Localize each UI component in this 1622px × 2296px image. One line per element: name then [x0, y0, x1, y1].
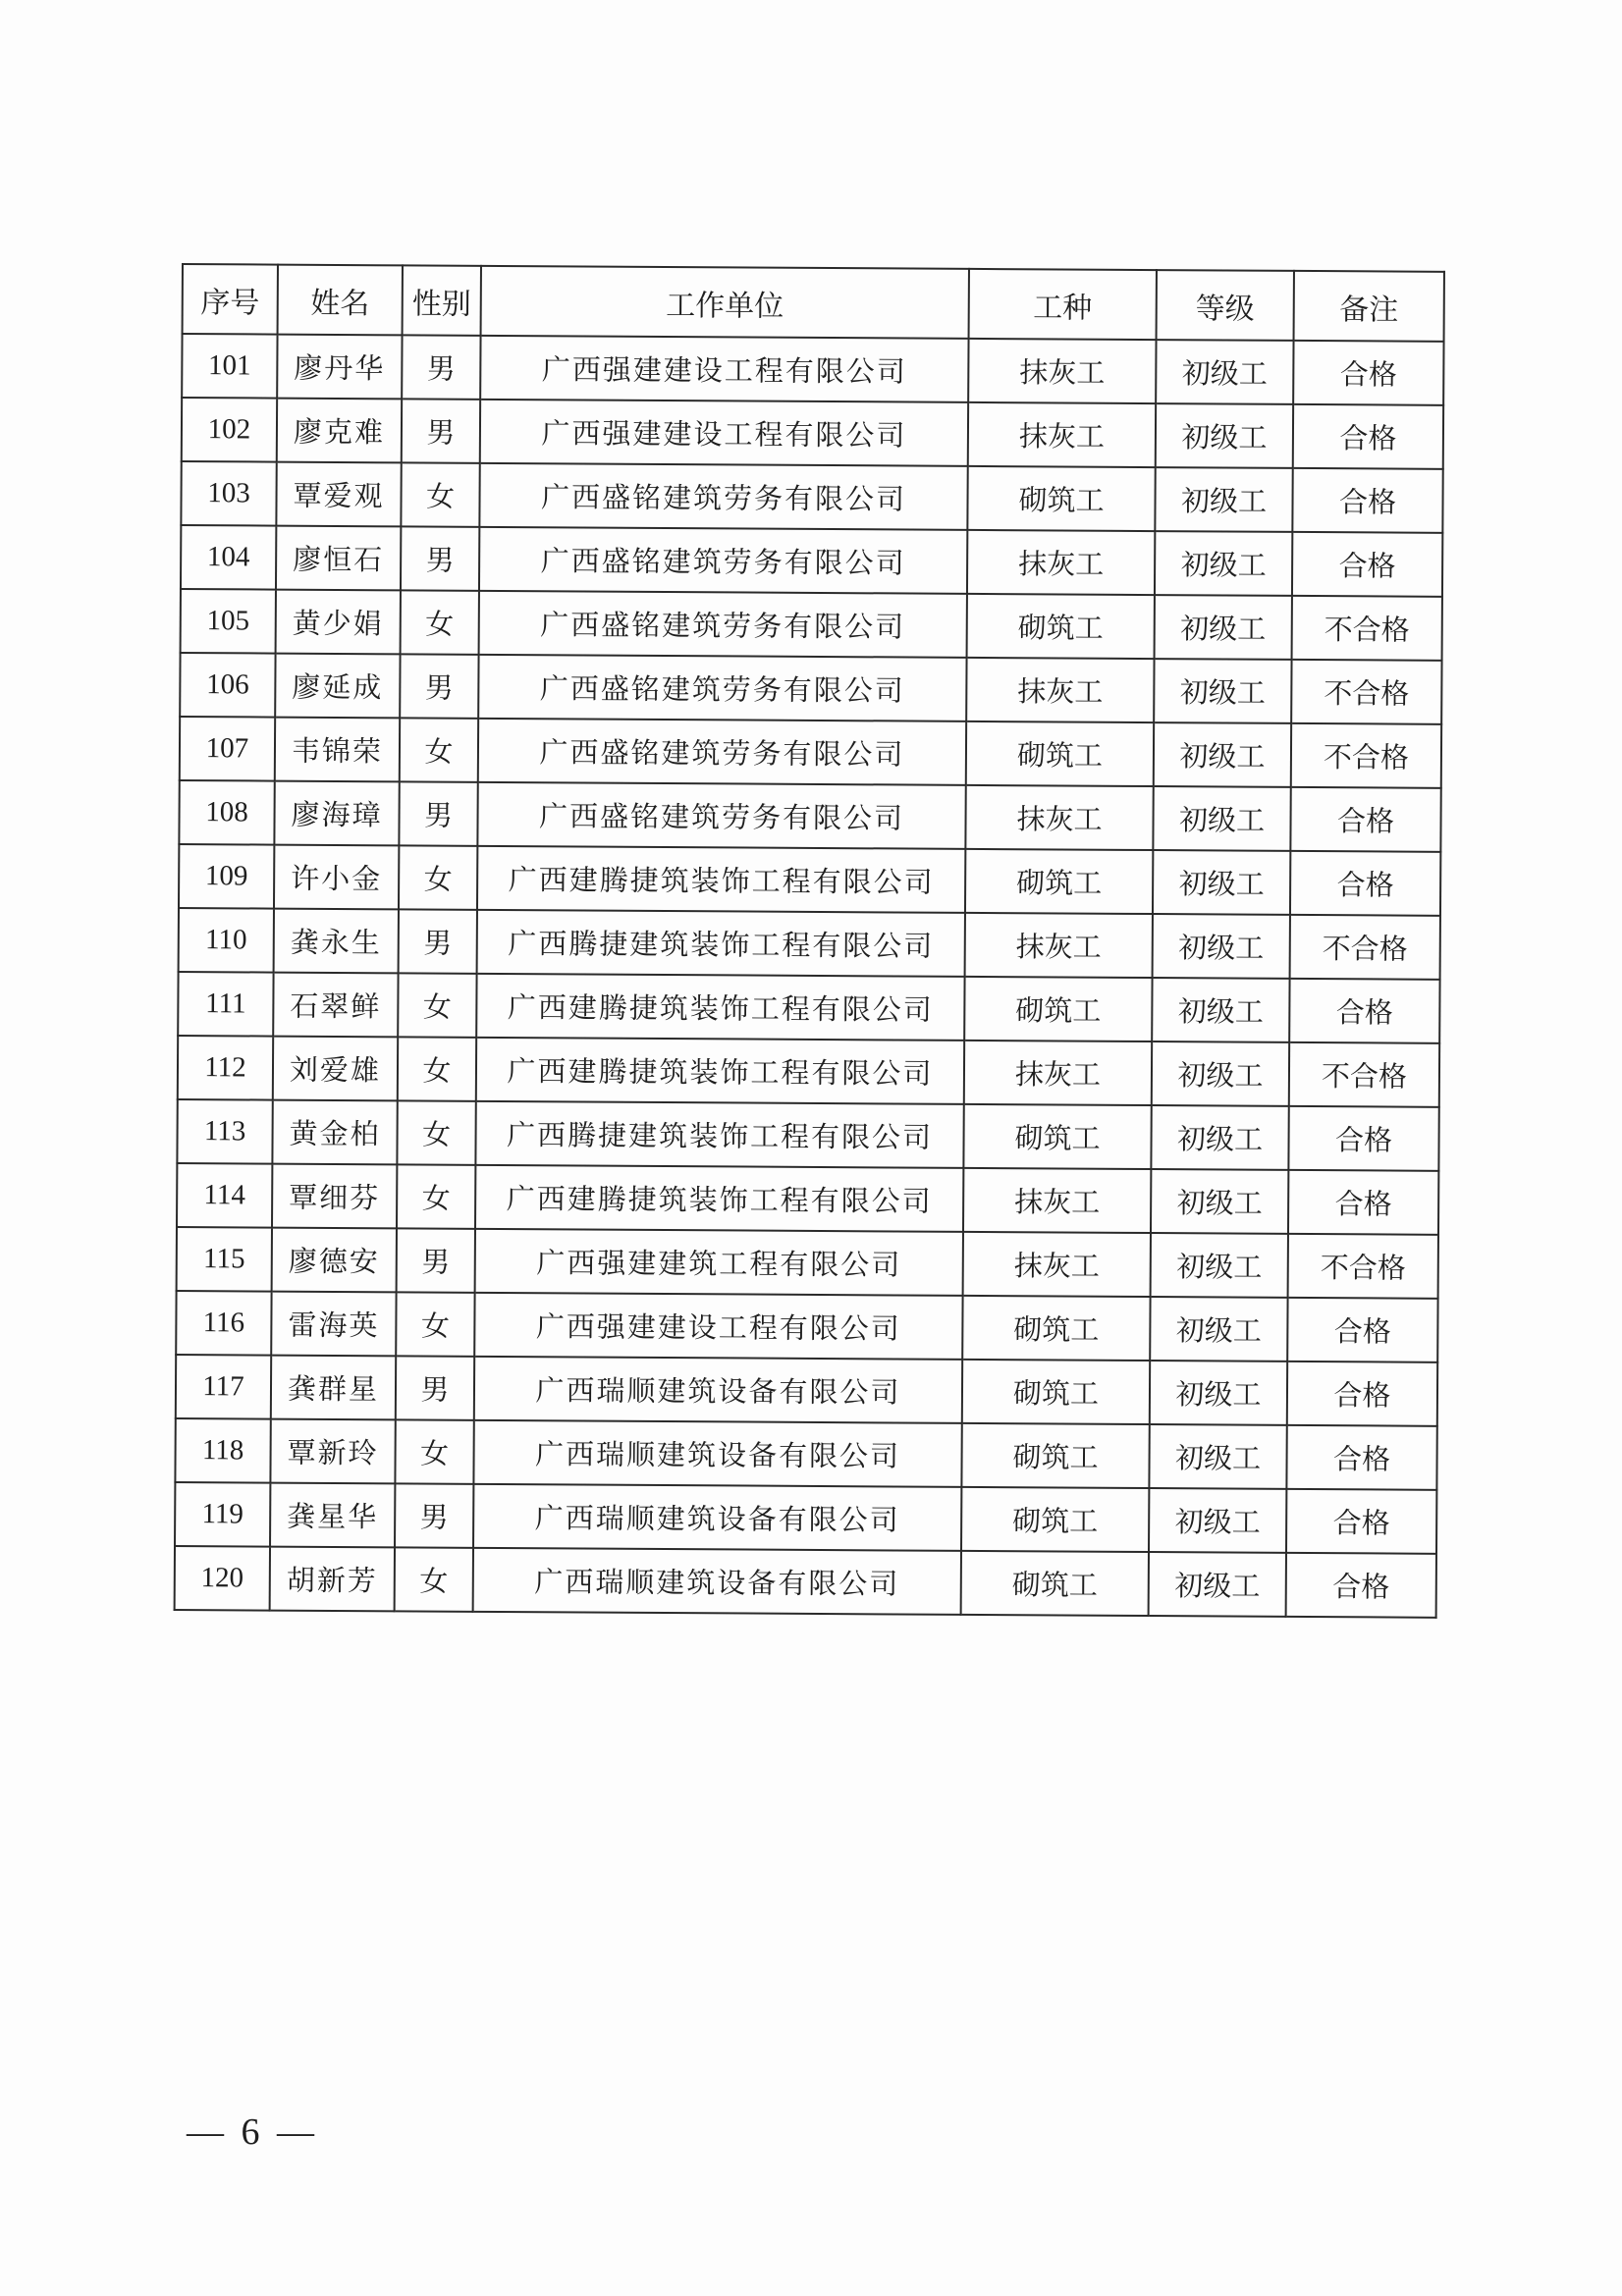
- cell-name: 廖克难: [277, 399, 402, 463]
- header-row: [183, 264, 1444, 342]
- table-row: [180, 653, 1441, 724]
- cell-level: 初级工: [1151, 1169, 1288, 1234]
- table-row: [178, 972, 1439, 1043]
- cell-trade: 抹灰工: [963, 1168, 1151, 1233]
- cell-trade: 抹灰工: [963, 1232, 1151, 1297]
- cell-remark: 合格: [1292, 468, 1442, 533]
- cell-no: 106: [180, 653, 275, 718]
- cell-gender: 男: [396, 1356, 474, 1419]
- cell-level: 初级工: [1153, 850, 1290, 915]
- cell-no: 118: [175, 1418, 270, 1483]
- cell-name: 龚群星: [271, 1356, 396, 1420]
- table-row: [175, 1482, 1436, 1554]
- cell-remark: 合格: [1292, 532, 1442, 597]
- table-body: [175, 334, 1444, 1618]
- cell-trade: 砌筑工: [966, 721, 1154, 786]
- table-row: [179, 908, 1440, 980]
- cell-company: 广西建腾捷筑装饰工程有限公司: [475, 1165, 963, 1232]
- cell-name: 韦锦荣: [275, 718, 400, 782]
- cell-company: 广西瑞顺建筑设备有限公司: [473, 1548, 961, 1615]
- cell-no: 109: [179, 844, 274, 909]
- cell-remark: 合格: [1290, 851, 1440, 916]
- cell-trade: 砌筑工: [967, 466, 1155, 531]
- cell-trade: 抹灰工: [965, 913, 1153, 978]
- cell-remark: 合格: [1290, 787, 1440, 852]
- header-cell-no: 序号: [183, 264, 278, 335]
- cell-gender: 女: [395, 1547, 473, 1611]
- cell-remark: 合格: [1287, 1362, 1437, 1426]
- cell-level: 初级工: [1153, 786, 1290, 851]
- cell-gender: 女: [400, 718, 478, 781]
- cell-name: 刘爱雄: [273, 1037, 398, 1101]
- table-row: [176, 1291, 1437, 1362]
- table-row: [176, 1355, 1437, 1426]
- cell-company: 广西强建建设工程有限公司: [480, 400, 968, 466]
- cell-level: 初级工: [1151, 1105, 1288, 1170]
- cell-gender: 女: [397, 1164, 475, 1228]
- cell-company: 广西建腾捷筑装饰工程有限公司: [476, 1038, 964, 1104]
- header-cell-gender: 性别: [403, 265, 481, 335]
- cell-name: 覃爱观: [276, 462, 401, 527]
- cell-remark: 合格: [1286, 1489, 1436, 1554]
- cell-name: 覃新玲: [270, 1419, 395, 1484]
- table-row: [180, 717, 1441, 788]
- cell-level: 初级工: [1149, 1424, 1286, 1489]
- cell-trade: 抹灰工: [968, 339, 1156, 403]
- cell-no: 117: [176, 1355, 271, 1419]
- cell-level: 初级工: [1154, 659, 1291, 723]
- header-cell-remark: 备注: [1294, 271, 1444, 342]
- cell-company: 广西强建建设工程有限公司: [480, 336, 968, 402]
- cell-name: 雷海英: [271, 1292, 396, 1357]
- cell-level: 初级工: [1156, 340, 1293, 404]
- cell-remark: 合格: [1293, 341, 1443, 405]
- cell-company: 广西腾捷建筑装饰工程有限公司: [477, 910, 965, 977]
- cell-trade: 砌筑工: [967, 594, 1155, 659]
- cell-remark: 合格: [1288, 1106, 1438, 1171]
- cell-company: 广西盛铭建筑劳务有限公司: [479, 463, 967, 530]
- cell-trade: 抹灰工: [967, 530, 1155, 595]
- table-row: [177, 1227, 1438, 1299]
- cell-name: 黄少娟: [276, 590, 401, 655]
- cell-no: 107: [180, 717, 275, 781]
- cell-trade: 砌筑工: [961, 1551, 1149, 1616]
- cell-trade: 砌筑工: [962, 1296, 1150, 1361]
- cell-gender: 男: [400, 654, 478, 718]
- table-row: [177, 1163, 1438, 1235]
- cell-company: 广西盛铭建筑劳务有限公司: [477, 782, 965, 849]
- cell-name: 龚永生: [274, 909, 399, 974]
- cell-name: 黄金柏: [272, 1100, 397, 1165]
- table-row: [175, 1546, 1436, 1618]
- cell-no: 101: [182, 334, 277, 399]
- cell-gender: 女: [399, 845, 477, 909]
- cell-trade: 砌筑工: [961, 1423, 1149, 1488]
- cell-no: 111: [178, 972, 273, 1037]
- cell-level: 初级工: [1149, 1552, 1286, 1617]
- cell-trade: 砌筑工: [963, 1104, 1151, 1169]
- cell-remark: 不合格: [1290, 915, 1440, 980]
- table-row: [181, 461, 1442, 533]
- cell-company: 广西瑞顺建筑设备有限公司: [474, 1357, 962, 1423]
- cell-company: 广西强建建设工程有限公司: [474, 1293, 962, 1360]
- table-row: [177, 1099, 1438, 1171]
- cell-no: 116: [176, 1291, 271, 1356]
- cell-company: 广西建腾捷筑装饰工程有限公司: [476, 974, 964, 1041]
- cell-company: 广西建腾捷筑装饰工程有限公司: [477, 846, 965, 913]
- cell-remark: 合格: [1293, 404, 1443, 469]
- cell-remark: 不合格: [1292, 596, 1442, 661]
- table-row: [181, 525, 1442, 597]
- cell-no: 120: [175, 1546, 270, 1611]
- cell-no: 103: [181, 461, 276, 526]
- cell-remark: 不合格: [1291, 660, 1441, 724]
- cell-no: 110: [179, 908, 274, 973]
- cell-company: 广西盛铭建筑劳务有限公司: [478, 655, 966, 721]
- cell-remark: 合格: [1286, 1553, 1436, 1618]
- cell-gender: 男: [397, 1228, 475, 1292]
- cell-gender: 男: [399, 781, 477, 845]
- cell-level: 初级工: [1154, 722, 1291, 787]
- cell-remark: 不合格: [1289, 1042, 1439, 1107]
- cell-gender: 男: [402, 335, 480, 399]
- cell-remark: 不合格: [1288, 1234, 1438, 1299]
- cell-trade: 砌筑工: [962, 1360, 1150, 1424]
- cell-name: 覃细芬: [272, 1164, 397, 1229]
- cell-company: 广西强建建筑工程有限公司: [475, 1229, 963, 1296]
- cell-gender: 女: [401, 462, 479, 526]
- page-number: — 6 —: [187, 2111, 318, 2153]
- cell-gender: 女: [396, 1292, 474, 1356]
- cell-trade: 砌筑工: [965, 849, 1153, 914]
- cell-remark: 合格: [1287, 1298, 1437, 1362]
- table-row: [175, 1418, 1436, 1490]
- cell-remark: 合格: [1288, 1170, 1438, 1235]
- cell-level: 初级工: [1156, 403, 1293, 468]
- cell-company: 广西盛铭建筑劳务有限公司: [478, 719, 966, 785]
- cell-level: 初级工: [1152, 1041, 1289, 1106]
- cell-no: 105: [181, 589, 276, 654]
- cell-company: 广西瑞顺建筑设备有限公司: [473, 1420, 961, 1487]
- cell-name: 廖德安: [272, 1228, 397, 1293]
- cell-trade: 砌筑工: [964, 977, 1152, 1041]
- cell-gender: 男: [399, 909, 477, 973]
- cell-name: 廖延成: [275, 654, 400, 719]
- cell-no: 108: [179, 780, 274, 845]
- cell-gender: 女: [398, 1037, 476, 1100]
- cell-company: 广西腾捷建筑装饰工程有限公司: [475, 1101, 963, 1168]
- cell-no: 113: [177, 1099, 272, 1164]
- table-row: [178, 1036, 1439, 1107]
- cell-trade: 抹灰工: [965, 785, 1153, 850]
- header-cell-company: 工作单位: [481, 266, 969, 339]
- cell-no: 104: [181, 525, 276, 590]
- cell-gender: 男: [395, 1483, 473, 1547]
- header-cell-trade: 工种: [969, 269, 1157, 340]
- cell-gender: 男: [402, 399, 480, 462]
- cell-trade: 抹灰工: [964, 1041, 1152, 1105]
- cell-remark: 不合格: [1291, 723, 1441, 788]
- cell-company: 广西盛铭建筑劳务有限公司: [479, 527, 967, 594]
- header-cell-name: 姓名: [278, 265, 403, 336]
- cell-name: 胡新芳: [270, 1547, 395, 1612]
- cell-trade: 砌筑工: [961, 1487, 1149, 1552]
- cell-no: 102: [182, 398, 277, 462]
- table-row: [182, 398, 1443, 469]
- cell-level: 初级工: [1155, 467, 1292, 532]
- cell-remark: 合格: [1286, 1425, 1436, 1490]
- cell-trade: 抹灰工: [966, 658, 1154, 722]
- cell-no: 112: [178, 1036, 273, 1100]
- cell-name: 龚星华: [270, 1483, 395, 1548]
- cell-name: 许小金: [274, 845, 399, 910]
- table-row: [179, 844, 1440, 916]
- cell-level: 初级工: [1150, 1361, 1287, 1425]
- table-row: [181, 589, 1442, 661]
- cell-level: 初级工: [1155, 531, 1292, 596]
- cell-no: 114: [177, 1163, 272, 1228]
- header-cell-level: 等级: [1157, 270, 1294, 341]
- cell-remark: 合格: [1289, 979, 1439, 1043]
- cell-company: 广西瑞顺建筑设备有限公司: [473, 1484, 961, 1551]
- cell-gender: 女: [401, 590, 479, 654]
- cell-gender: 女: [397, 1100, 475, 1164]
- cell-name: 廖海璋: [274, 781, 399, 846]
- cell-level: 初级工: [1153, 914, 1290, 979]
- cell-gender: 女: [395, 1419, 473, 1483]
- cell-name: 石翠鲜: [273, 973, 398, 1038]
- table-header: [183, 264, 1444, 342]
- cell-level: 初级工: [1152, 978, 1289, 1042]
- roster-table: [174, 263, 1445, 1619]
- cell-name: 廖丹华: [277, 335, 402, 400]
- cell-gender: 女: [398, 973, 476, 1037]
- cell-no: 115: [177, 1227, 272, 1292]
- cell-company: 广西盛铭建筑劳务有限公司: [479, 591, 967, 658]
- cell-trade: 抹灰工: [968, 402, 1156, 467]
- cell-level: 初级工: [1151, 1233, 1288, 1298]
- table-row: [179, 780, 1440, 852]
- table-row: [182, 334, 1443, 405]
- cell-level: 初级工: [1149, 1488, 1286, 1553]
- cell-level: 初级工: [1155, 595, 1292, 660]
- cell-name: 廖恒石: [276, 526, 401, 591]
- cell-no: 119: [175, 1482, 270, 1547]
- cell-level: 初级工: [1150, 1297, 1287, 1362]
- cell-gender: 男: [401, 526, 479, 590]
